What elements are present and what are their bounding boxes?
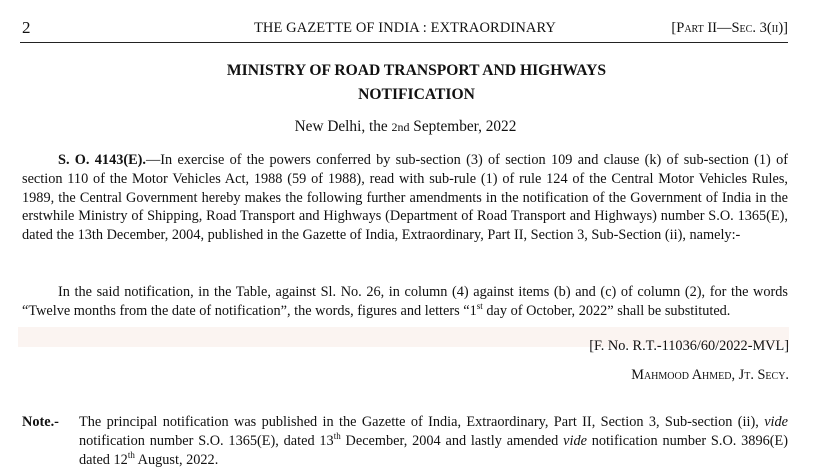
date-day: 2nd [391,120,410,134]
page-header [22,18,788,38]
note-text-4: notification number S.O. 3896(E) dated 12 [79,432,789,468]
note-text-5: August, 2022. [134,451,219,468]
place-suffix: September, 2022 [409,118,517,135]
notification-heading: NOTIFICATION [358,86,475,103]
header-rule [20,42,788,43]
note-sup-1: th [333,431,341,442]
note-text [79,413,788,469]
place-prefix: New Delhi, the [294,118,392,135]
place-date [0,118,811,136]
part-section: [Part II—Sec. 3(ii)] [671,20,788,36]
order-text: —In exercise of the powers conferred by sub-section (3) of section 109 and clause (k) of sub-section (1) of section 110 of the Motor Vehicles Act, 1988 (59 of 1988), read with sub-rule (1) of rule 124 of the Central Motor Vehicles Rules, 1989, the Central Government hereby makes the following further amendments in the notification of the Government of India in the erstwhile Ministry of Shipping, Road Transport and Highways (Department of Road Transport and Highways) number S.O. 1365(E), dated the 13th December, 2004, published in the Gazette of India, Extraordinary, Part II, Section 3, Sub-Section (ii), namely:- [22,152,788,244]
gazette-title: THE GAZETTE OF INDIA : EXTRAORDINARY [253,20,557,36]
note-vide-2: vide [563,432,587,449]
signatory: Mahmood Ahmed, Jt. Secy. [631,367,789,383]
amendment-paragraph [22,283,788,321]
note-vide-1: vide [764,414,788,430]
note-text-1: The principal notification was published in the Gazette of India, Extraordinary, Part II, Section 3, Sub-section (ii), [79,414,765,430]
so-number: S. O. 4143(E). [58,152,146,168]
amendment-text-a: In the said notification, in the Table, against Sl. No. 26, in column (4) against items (b) and (c) of column (2), for the words “Twelve months from the date of notification”, the words, figures and letters “1 [22,284,788,319]
note-text-2: notification number S.O. 1365(E), dated 13 [79,432,334,449]
page-number: 2 [22,18,31,37]
note-label: Note.- [22,414,59,430]
file-reference: [F. No. R.T.-11036/60/2022-MVL] [589,338,789,354]
ministry-heading: MINISTRY OF ROAD TRANSPORT AND HIGHWAYS [226,62,607,79]
amendment-sup: st [476,301,483,312]
amendment-text-b: day of October, 2022” shall be substituted. [482,302,731,319]
order-paragraph [22,151,788,245]
note-text-3: December, 2004 and lastly amended [340,432,564,449]
note-sup-2: th [127,449,135,460]
